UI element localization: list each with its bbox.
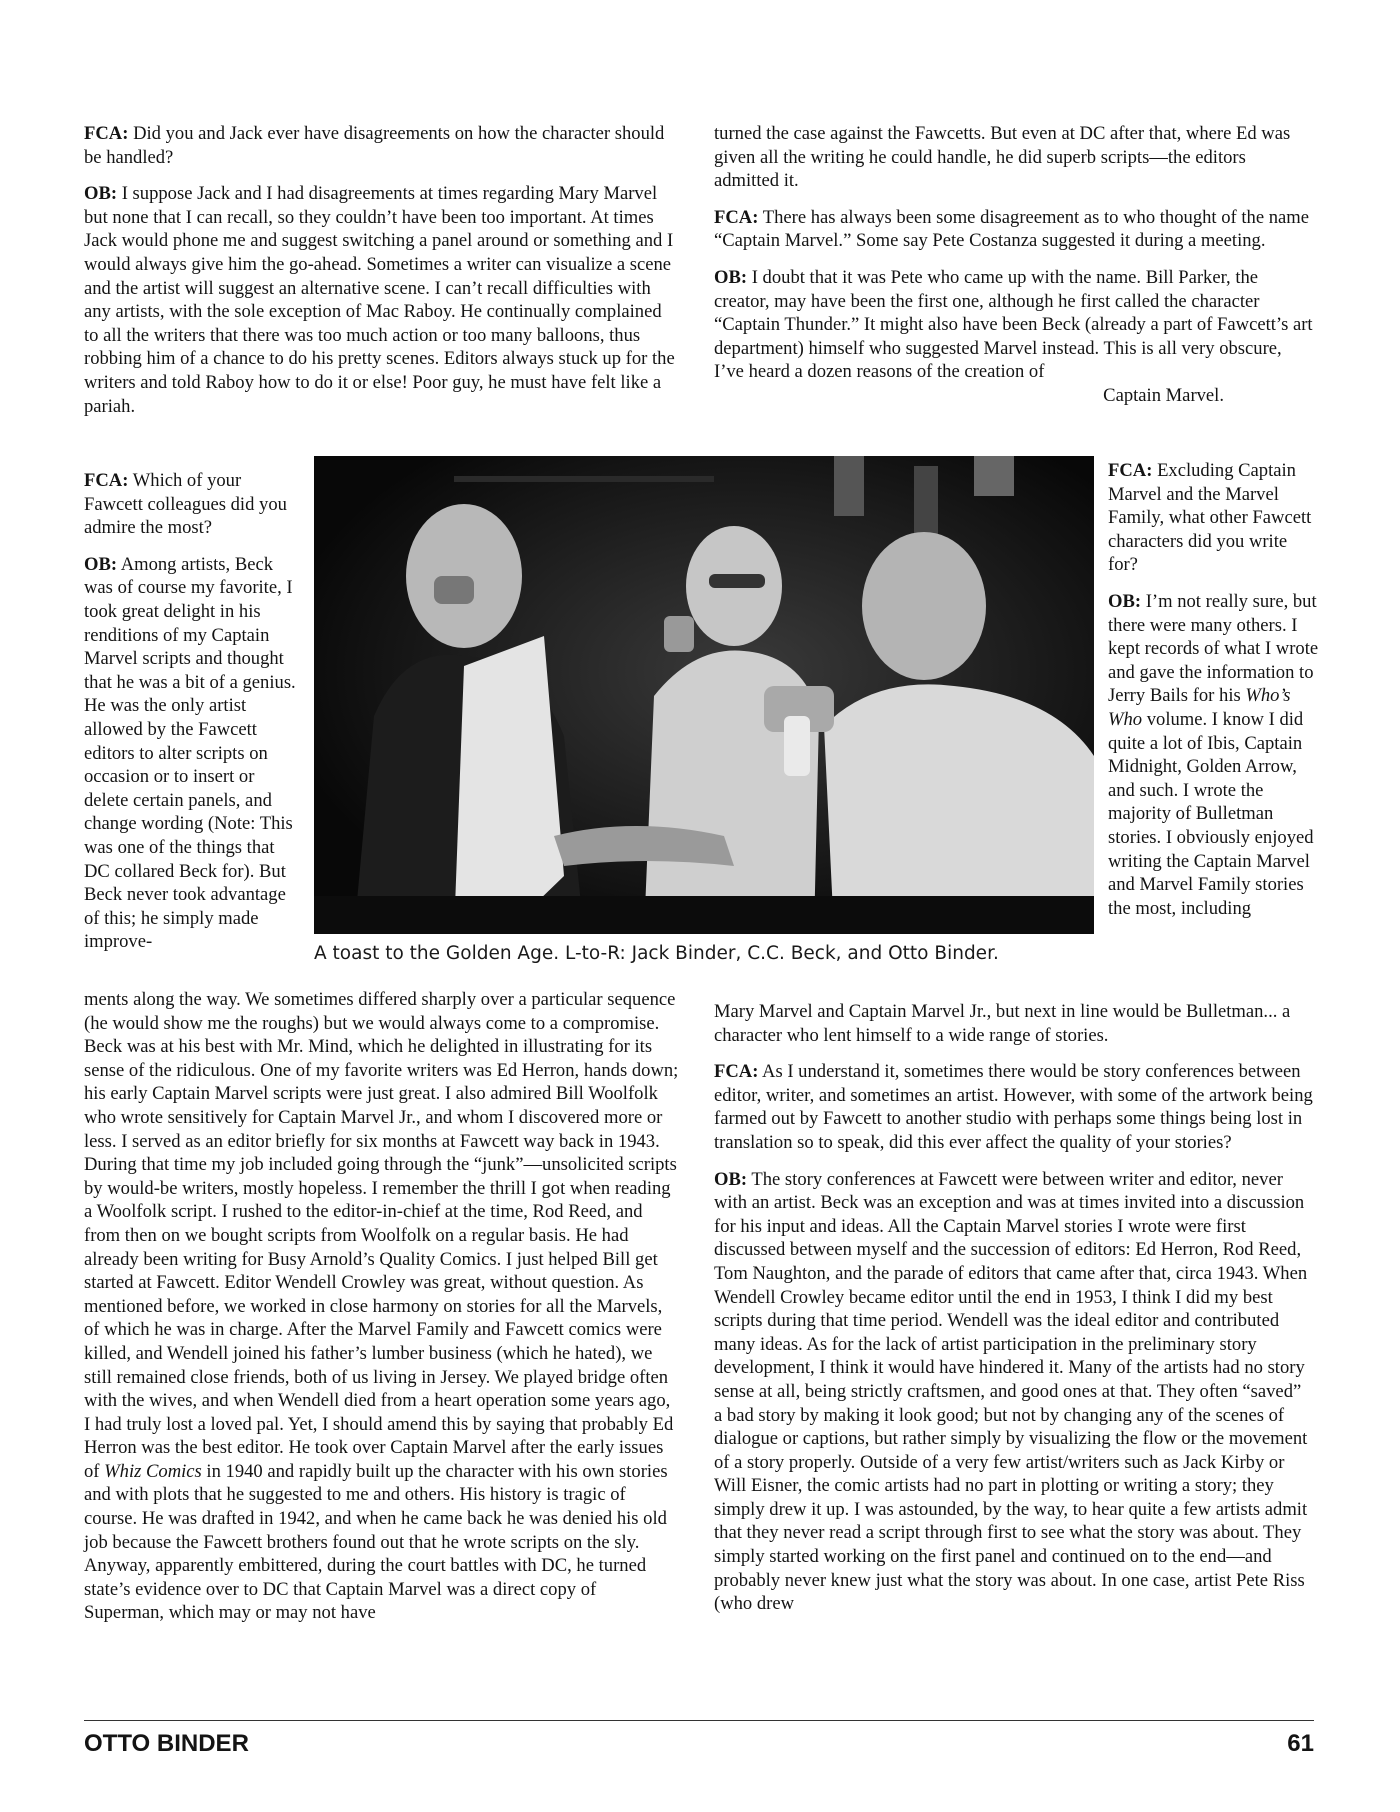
col1-bottom <box>84 988 680 1638</box>
speaker-label: FCA: <box>714 206 759 228</box>
paragraph-text: I doubt that it was Pete who came up with the name. Bill Parker, the creator, may have been the first one, although he first called the character “Captain Thunder.” It might also have been Beck (already a part of Fawcett’s art department) himself who suggested Marvel instead. This is all very obscure, I’ve heard a dozen reasons of the creation of <box>714 266 1313 383</box>
speaker-label: OB: <box>714 266 748 288</box>
qa-paragraph <box>714 206 1314 253</box>
speaker-label: FCA: <box>714 1061 759 1083</box>
paragraph-text: Excluding Captain Marvel and the Marvel Family, what other Fawcett characters did you write for? <box>1108 460 1312 576</box>
qa-paragraph <box>714 1060 1314 1154</box>
speaker-label: OB: <box>84 183 118 205</box>
col2-top <box>714 122 1314 408</box>
page-number: 61 <box>1287 1730 1314 1757</box>
speaker-label: OB: <box>714 1168 748 1190</box>
qa-paragraph <box>714 122 1314 193</box>
speaker-label: OB: <box>84 553 118 575</box>
qa-paragraph <box>84 122 680 169</box>
paragraph-text: The story conferences at Fawcett were between writer and editor, never with an artist. Beck was an exception and was at times invited into a discussion for his input and ideas. All the Captain Marvel stories I wrote were first discussed between myself and the succession of editors: Ed Herron, Rod Reed, Tom Naughton, and the parade of editors that came after that, circa 1943. When Wendell Crowley became editor until the end in 1953, I think I did my best scripts during that time period. Wendell was the ideal editor and contributed many ideas. As for the lack of artist participation in the preliminary story development, I think it would have hindered it. Many of the artists had no story sense at all, being strictly craftsmen, and good ones at that. They often “saved” a bad story by making it look good; but not by changing any of the scenes of dialogue or captions, but rather simply by visualizing the flow or the movement of a story properly. Outside of a very few artist/writers such as Jack Kirby or Will Eisner, the comic artists had no part in plotting or writing a story; they simply drew it up. I was astounded, by the way, to hear quite a few artists admit that they never read a script through first to see what the story was about. They simply started working on the first panel and continued on to the end—and probably never knew just what the story was about. In one case, artist Pete Riss (who drew <box>714 1168 1308 1615</box>
paragraph-text: Which of your Fawcett colleagues did you admire the most? <box>84 470 287 539</box>
speaker-label: OB: <box>1108 590 1142 612</box>
qa-paragraph <box>1108 590 1320 920</box>
paragraph-text-tail: Captain Marvel. <box>1103 384 1224 406</box>
qa-paragraph <box>714 1168 1314 1616</box>
qa-paragraph <box>714 1000 1314 1047</box>
col2-narrow <box>1108 459 1320 920</box>
speaker-label: FCA: <box>1108 460 1153 481</box>
qa-paragraph <box>84 469 302 540</box>
qa-paragraph <box>84 182 680 418</box>
paragraph-text <box>84 988 680 1625</box>
paragraph-text: I’m not really sure, but there were many others. I kept records of what I wrote and gave the information to Jerry Bails for his <box>1108 590 1319 707</box>
photo-caption: A toast to the Golden Age. L-to-R: Jack Binder, C.C. Beck, and Otto Binder. <box>314 943 999 964</box>
qa-paragraph <box>714 266 1314 408</box>
speaker-label: FCA: <box>84 470 129 491</box>
footer-rule <box>84 1720 1314 1721</box>
photo <box>314 456 1094 934</box>
qa-paragraph <box>1108 459 1320 577</box>
col1-top <box>84 122 680 431</box>
publication-title: Who’s Who <box>1108 685 1291 730</box>
paragraph-text-tail: volume. I know I did quite a lot of Ibis, Captain Midnight, Golden Arrow, and such. I wrote the majority of Bulletman stories. I obviously enjoyed writing the Captain Marvel and Marvel Family stories the most, including <box>1108 708 1314 919</box>
running-footer-title: OTTO BINDER <box>84 1730 249 1757</box>
photo-image <box>314 456 1094 934</box>
paragraph-text: turned the case against the Fawcetts. But even at DC after that, where Ed was given all the writing he could handle, he did superb scripts—the editors admitted it. <box>714 123 1291 192</box>
paragraph-text-main: ments along the way. We sometimes differed sharply over a particular sequence (he would show me the roughs) but we would always come to a compromise. Beck was at his best with Mr. Mind, which he delighted in illustrating for its sense of the ridiculous. One of my favorite writers was Ed Herron, hands down; his early Captain Marvel scripts were just great. I also admired Bill Woolfolk who wrote sensitively for Captain Marvel Jr., and whom I discovered more or less. I served as an editor briefly for six months at Fawcett way back in 1943. During that time my job included going through the “junk”—unsolicited scripts by would-be writers, mostly hopeless. I remember the thrill I got when reading a Woolfolk script. I rushed to the editor-in-chief at the time, Rod Reed, and from then on we bought scripts from Woolfolk on a regular basis. He had already been writing for Busy Arnold’s Quality Comics. I just helped Bill get started at Fawcett. Editor Wendell Crowley was great, without question. As mentioned before, we worked in close harmony on stories for all the Marvels, of which he was in charge. After the Marvel Family and Fawcett comics were killed, and Wendell joined his father’s lumber business (which he hated), we still remained close friends, both of us living in Jersey. We played bridge often with the wives, and when Wendell died from a heart operation some years ago, I had truly lost a loved pal. Yet, I should amend this by saying that probably Ed Herron was the best editor. He took over Captain Marvel after the early issues of <box>84 989 679 1482</box>
paragraph-text: Did you and Jack ever have disagreements on how the character should be handled? <box>84 123 665 168</box>
col1-narrow <box>84 469 302 954</box>
publication-title: Whiz Comics <box>104 1460 202 1482</box>
paragraph-text: Mary Marvel and Captain Marvel Jr., but next in line would be Bulletman... a character who lent himself to a wide range of stories. <box>714 1001 1291 1046</box>
paragraph-text: I suppose Jack and I had disagreements at times regarding Mary Marvel but none that I can recall, so they couldn’t have been too important. At times Jack would phone me and suggest switching a panel around or something and I would always give him the go-ahead. Sometimes a writer can visualize a scene and the artist will suggest an alternative scene. I can’t recall difficulties with any artists, with the sole exception of Mac Raboy. He continually complained to all the writers that there was too much action or too many balloons, thus robbing him of a chance to do his pretty scenes. Editors always stuck up for the writers and told Raboy how to do it or else! Poor guy, he must have felt like a pariah. <box>84 183 675 417</box>
paragraph-text: Among artists, Beck was of course my favorite, I took great delight in his renditions of my Captain Marvel scripts and thought that he was a bit of a genius. He was the only artist allowed by the Fawcett editors to alter scripts on occasion or to insert or delete certain panels, and change wording (Note: This was one of the things that DC collared Beck for). But Beck never took advantage of this; he simply made improve- <box>84 553 296 953</box>
paragraph-text: There has always been some disagreement as to who thought of the name “Captain Marvel.” Some say Pete Costanza suggested it during a meeting. <box>714 206 1310 252</box>
paragraph-text: As I understand it, sometimes there would be story conferences between editor, writer, and sometimes an artist. However, with some of the artwork being farmed out by Fawcett to another studio with perhaps some things being lost in translation so to speak, did this ever affect the quality of your stories? <box>714 1061 1313 1153</box>
speaker-label: FCA: <box>84 123 129 144</box>
paragraph-text-tail: in 1940 and rapidly built up the character with his own stories and with plots that he suggested to me and others. His history is tragic of course. He was drafted in 1942, and when he came back he was denied his old job because the Fawcett brothers found out that he wrote scripts on the sly. Anyway, apparently embittered, during the court battles with DC, he turned state’s evidence over to DC that Captain Marvel was a direct copy of Superman, which may or may not have <box>84 1460 668 1624</box>
col2-bottom <box>714 1000 1314 1629</box>
qa-paragraph <box>84 553 302 954</box>
